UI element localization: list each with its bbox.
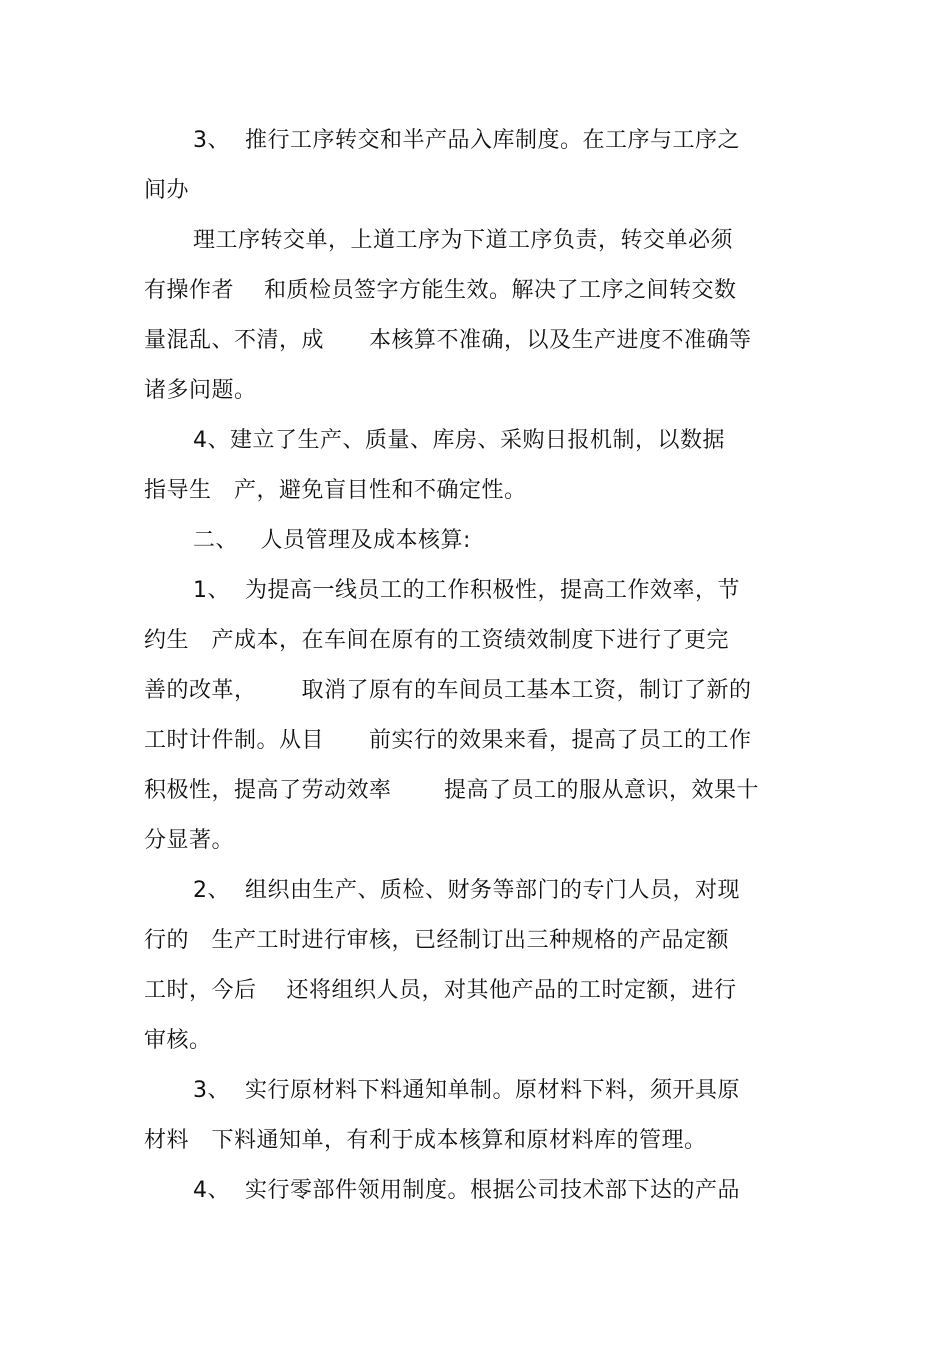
text-line: 4、 实行零部件领用制度。根据公司技术部下达的产品 bbox=[193, 1178, 740, 1203]
text-line: 3、 实行原材料下料通知单制。原材料下料，须开具原 bbox=[193, 1078, 740, 1103]
text-line: 善的改革， 取消了原有的车间员工基本工资，制订了新的 bbox=[144, 678, 752, 703]
text-line: 积极性，提高了劳动效率 提高了员工的服从意识，效果十 bbox=[144, 778, 759, 803]
section-heading: 二、 人员管理及成本核算: bbox=[193, 528, 471, 553]
text-line: 行的 生产工时进行审核，已经制订出三种规格的产品定额 bbox=[144, 928, 729, 953]
text-line: 材料 下料通知单，有利于成本核算和原材料库的管理。 bbox=[144, 1128, 707, 1153]
text-line: 4、建立了生产、质量、库房、采购日报机制，以数据 bbox=[193, 428, 725, 453]
text-line: 诸多问题。 bbox=[144, 378, 257, 403]
text-line: 工时计件制。从目 前实行的效果来看，提高了员工的工作 bbox=[144, 728, 752, 753]
text-line: 理工序转交单，上道工序为下道工序负责，转交单必须 bbox=[193, 228, 734, 253]
text-line: 2、 组织由生产、质检、财务等部门的专门人员，对现 bbox=[193, 878, 740, 903]
text-line: 3、 推行工序转交和半产品入库制度。在工序与工序之 bbox=[193, 128, 740, 153]
text-line: 指导生 产，避免盲目性和不确定性。 bbox=[144, 478, 527, 503]
text-line: 1、 为提高一线员工的工作积极性，提高工作效率，节 bbox=[193, 578, 740, 603]
text-line: 间办 bbox=[144, 178, 190, 203]
text-line: 分显著。 bbox=[144, 828, 235, 853]
text-line: 量混乱、不清，成 本核算不准确，以及生产进度不准确等 bbox=[144, 328, 752, 353]
text-line: 约生 产成本，在车间在原有的工资绩效制度下进行了更完 bbox=[144, 628, 729, 653]
text-line: 有操作者 和质检员签字方能生效。解决了工序之间转交数 bbox=[144, 278, 737, 303]
text-line: 审核。 bbox=[144, 1028, 212, 1053]
text-line: 工时，今后 还将组织人员，对其他产品的工时定额，进行 bbox=[144, 978, 737, 1003]
